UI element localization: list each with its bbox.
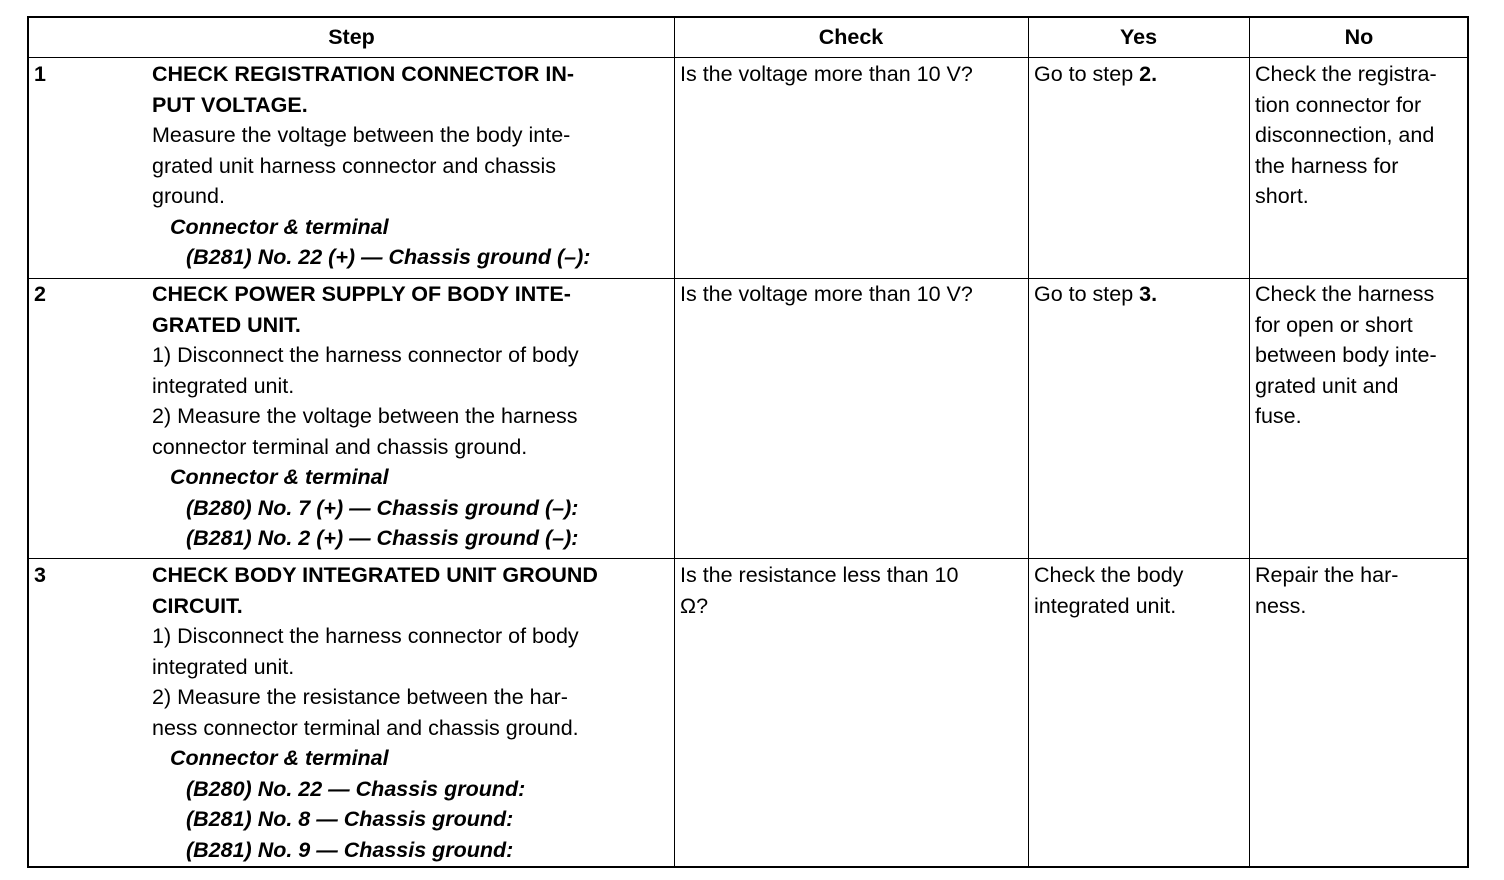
no-text-line: Check the harness [1255, 282, 1435, 306]
check-text: Is the voltage more than 10 V? [680, 282, 973, 306]
no-text-line: tion connector for [1255, 92, 1422, 117]
yes-text-line: integrated unit. [1034, 593, 1177, 618]
no-text-line: Repair the har- [1255, 563, 1399, 587]
yes-cell [1034, 279, 1157, 310]
header-step: Step [328, 25, 375, 49]
column-divider [1249, 18, 1250, 866]
step-instruction-line: ness connector terminal and chassis ground. [152, 715, 579, 740]
no-text-line: short. [1255, 184, 1309, 208]
check-text: Ω? [680, 593, 709, 618]
yes-step-number: 2 [1139, 62, 1152, 86]
yes-step-number: 3 [1139, 282, 1152, 306]
column-divider [1028, 18, 1029, 866]
step-instruction-line: ground. [152, 184, 225, 208]
terminal-spec: (B281) No. 22 (+) — Chassis ground (–): [186, 245, 591, 269]
row-divider [29, 558, 1467, 559]
step-title-line: PUT VOLTAGE. [152, 92, 308, 117]
yes-prefix: Go to step [1034, 62, 1140, 86]
yes-prefix: Go to step [1034, 282, 1140, 306]
check-text: Is the voltage more than 10 V? [680, 62, 973, 86]
step-number: 3 [34, 563, 46, 587]
step-instruction-line: integrated unit. [152, 654, 295, 679]
header-no: No [1344, 25, 1374, 49]
yes-text [1034, 279, 1157, 310]
step-description [152, 59, 590, 273]
check-text: Is the resistance less than 10 [680, 563, 959, 587]
no-text-line: fuse. [1255, 404, 1302, 428]
connector-terminal-label: Connector & terminal [170, 214, 389, 239]
step-instruction-line: 2) Measure the voltage between the harness [152, 404, 578, 428]
yes-text [1034, 59, 1157, 90]
step-number: 2 [34, 282, 46, 306]
terminal-spec: (B281) No. 9 — Chassis ground: [186, 837, 514, 862]
step-title-line: CHECK REGISTRATION CONNECTOR IN- [152, 62, 575, 86]
step-title-line: GRATED UNIT. [152, 312, 301, 337]
column-divider [674, 18, 675, 866]
step-title-line: CHECK POWER SUPPLY OF BODY INTE- [152, 282, 571, 306]
no-cell [1255, 59, 1437, 212]
step-title-line: CIRCUIT. [152, 593, 243, 618]
no-text-line: ness. [1255, 593, 1307, 618]
terminal-spec: (B280) No. 7 (+) — Chassis ground (–): [186, 495, 579, 520]
step-instruction-line: 1) Disconnect the harness connector of body [152, 624, 579, 648]
connector-terminal-label: Connector & terminal [170, 465, 389, 489]
step-instruction-line: connector terminal and chassis ground. [152, 434, 528, 459]
step-description [152, 560, 598, 865]
no-text-line: the harness for [1255, 153, 1399, 178]
yes-suffix: . [1151, 62, 1158, 86]
step-number: 1 [34, 62, 46, 86]
check-cell [680, 560, 958, 621]
row-divider [29, 57, 1467, 58]
step-instruction-line: 2) Measure the resistance between the har- [152, 685, 568, 709]
step-instruction-line: 1) Disconnect the harness connector of body [152, 343, 579, 367]
no-text-line: disconnection, and [1255, 123, 1435, 147]
connector-terminal-label: Connector & terminal [170, 746, 389, 770]
check-cell [680, 279, 973, 310]
header-check: Check [818, 25, 884, 49]
yes-text-line: Check the body [1034, 563, 1184, 587]
yes-cell [1034, 560, 1183, 621]
terminal-spec: (B281) No. 8 — Chassis ground: [186, 807, 514, 831]
no-text-line: Check the registra- [1255, 62, 1437, 86]
yes-suffix: . [1151, 282, 1158, 306]
diagnostic-table [27, 16, 1469, 868]
no-text-line: between body inte- [1255, 343, 1437, 367]
header-yes: Yes [1119, 25, 1158, 49]
step-instruction-line: Measure the voltage between the body inte- [152, 123, 571, 147]
step-instruction-line: integrated unit. [152, 373, 295, 398]
step-instruction-line: grated unit harness connector and chassis [152, 153, 556, 178]
step-title-line: CHECK BODY INTEGRATED UNIT GROUND [152, 563, 598, 587]
no-cell [1255, 560, 1398, 621]
step-description [152, 279, 579, 554]
terminal-spec: (B281) No. 2 (+) — Chassis ground (–): [186, 526, 579, 550]
terminal-spec: (B280) No. 22 — Chassis ground: [186, 776, 526, 801]
no-cell [1255, 279, 1437, 432]
no-text-line: for open or short [1255, 312, 1413, 337]
yes-cell [1034, 59, 1157, 90]
no-text-line: grated unit and [1255, 373, 1399, 398]
check-cell [680, 59, 973, 90]
